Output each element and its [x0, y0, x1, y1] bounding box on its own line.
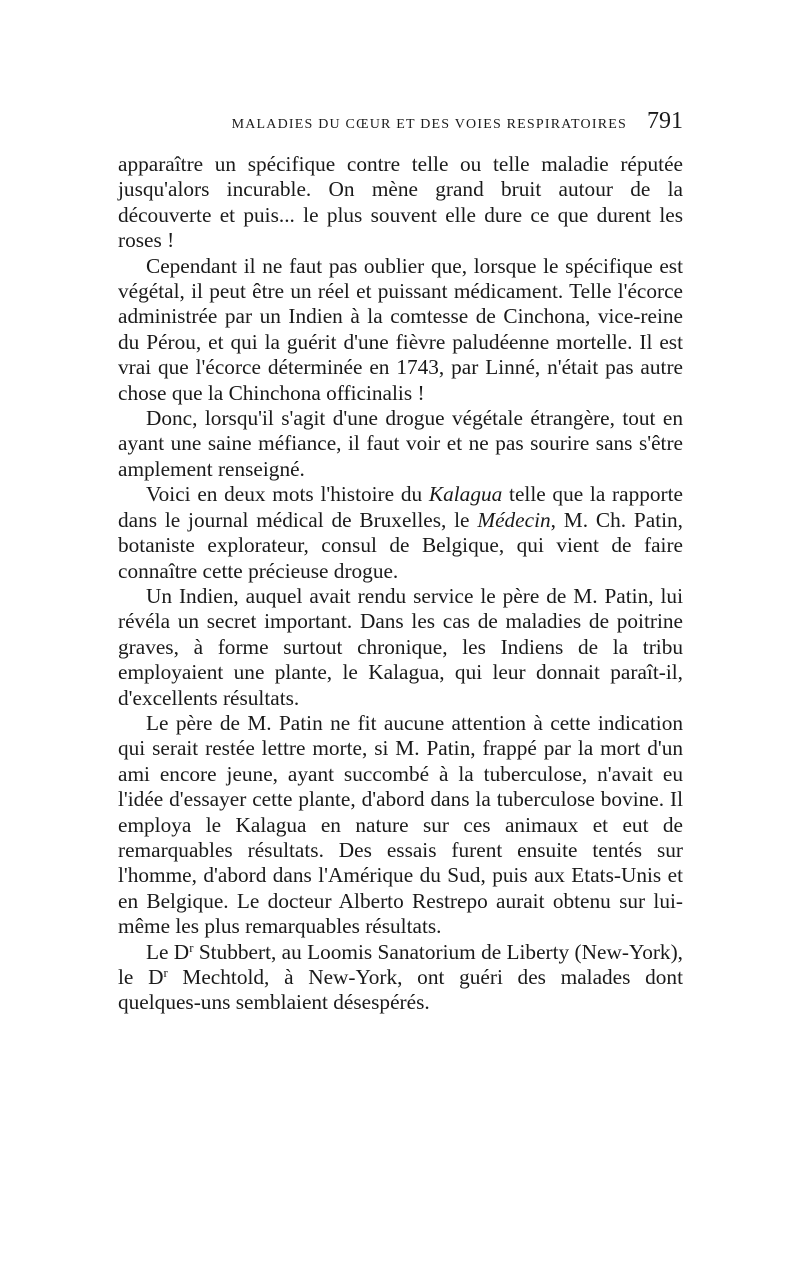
book-page [118, 108, 683, 1016]
page-number: 791 [647, 108, 683, 134]
paragraph-7-text-e: Mechtold, à New-York, ont guéri des malades dont quelques-uns semblaient désespérés. [118, 965, 683, 1015]
paragraph-7-text-c: Stubbert, au Loomis Sanatorium de Liberty (New-York), le D [118, 939, 683, 989]
paragraph-3: Donc, lorsqu'il s'agit d'une drogue végétale étrangère, tout en ayant une saine méfiance, il faut voir et ne pas sourire sans s'être amplement renseigné. [118, 406, 683, 481]
running-title: MALADIES DU CŒUR ET DES VOIES RESPIRATOIRES [231, 117, 627, 132]
medecin-italic: Médecin [477, 507, 551, 532]
paragraph-1: apparaître un spécifique contre telle ou telle maladie réputée jusqu'alors incurable. On mène grand bruit autour de la découverte et puis... le plus souvent elle dure ce que durent les roses ! [118, 152, 683, 253]
running-head [118, 108, 683, 144]
paragraph-5: Un Indien, auquel avait rendu service le père de M. Patin, lui révéla un secret important. Dans les cas de maladies de poitrine graves, à forme surtout chronique, les Indiens de la tribu employaient une plante, le Kalagua, qui leur donnait paraît-il, d'excellents résultats. [118, 583, 683, 710]
paragraph-4-text-c: telle que la rapporte dans le journal médical de Bruxelles, le [118, 482, 683, 532]
paragraph-4 [118, 482, 683, 584]
paragraph-7 [118, 940, 683, 1016]
paragraph-4-text-a: Voici en deux mots l'histoire du [146, 482, 429, 507]
doctor-superscript-2: r [163, 965, 168, 980]
paragraph-6: Le père de M. Patin ne fit aucune attention à cette indication qui serait restée lettre morte, si M. Patin, frappé par la mort d'un ami encore jeune, ayant succombé à la tuberculose, n'avait eu l'idée d'essayer cette plante, d'abord dans la tuberculose bovine. Il employa le Kalagua en nature sur ces animaux et eut de remarquables résultats. Des essais furent ensuite tentés sur l'homme, d'abord dans l'Amérique du Sud, puis aux Etats-Unis et en Belgique. Le docteur Alberto Restrepo aurait obtenu sur lui-même les plus remarquables résultats. [118, 710, 683, 939]
paragraph-7-text-a: Le D [146, 939, 190, 964]
paragraph-2: Cependant il ne faut pas oublier que, lorsque le spécifique est végétal, il peut être un réel et puissant médicament. Telle l'écorce administrée par un Indien à la comtesse de Cinchona, vice-reine du Pérou, et qui la guérit d'une fièvre paludéenne mortelle. Il est vrai que l'écorce déterminée en 1743, par Linné, n'était pas autre chose que la Chinchona officinalis ! [118, 253, 683, 405]
body-text [118, 152, 683, 1016]
kalagua-italic: Kalagua [428, 482, 503, 507]
paragraph-4-text-e: , M. Ch. Patin, botaniste explorateur, consul de Belgique, qui vient de faire connaître cette précieuse drogue. [118, 507, 683, 583]
doctor-superscript-1: r [189, 940, 194, 955]
